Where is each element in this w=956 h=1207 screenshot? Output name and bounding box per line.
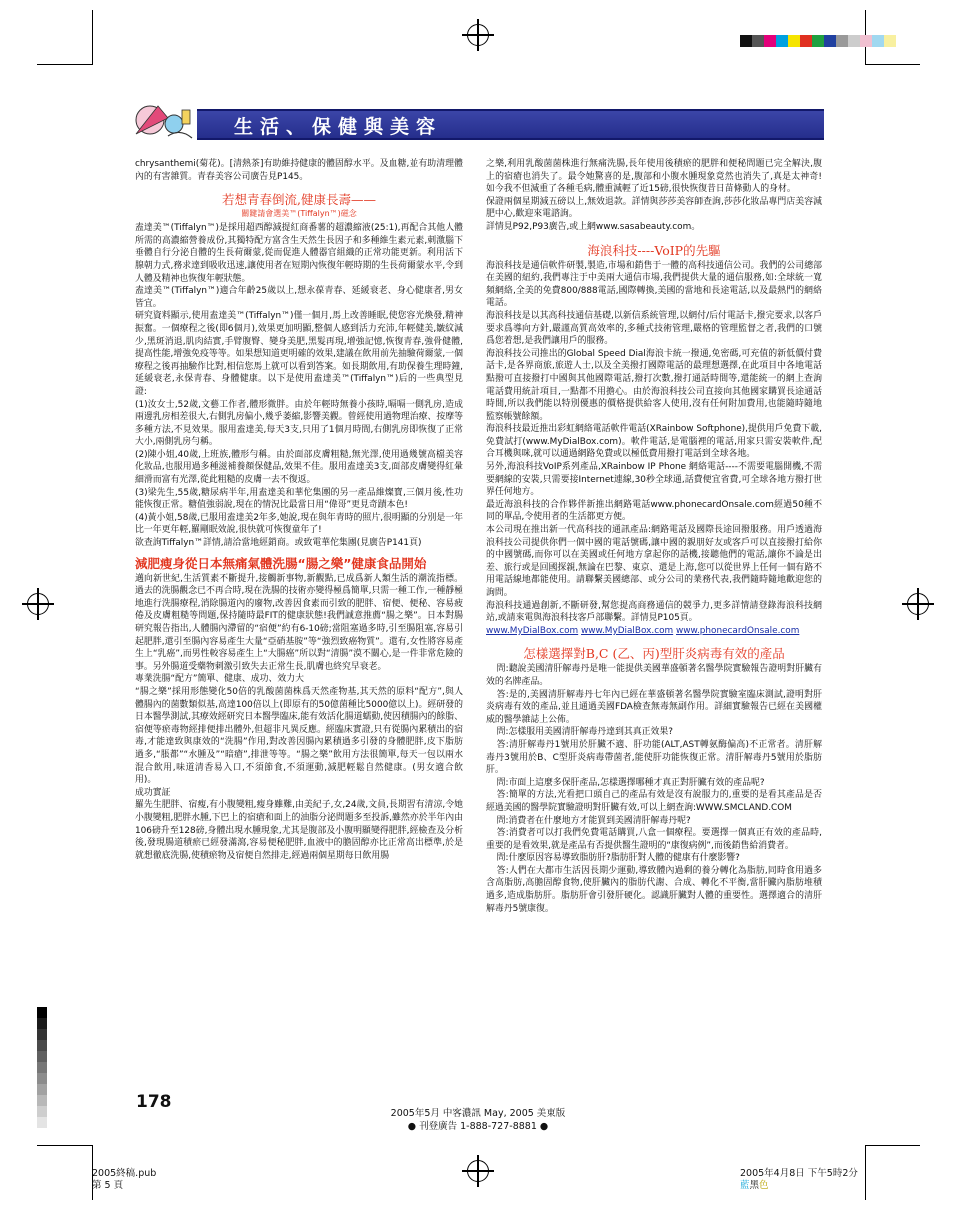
crop-mark-bl-h — [37, 1145, 92, 1146]
tiffalyn-paragraph: 欲查詢Tiffalyn™詳情,請洽當地經銷商。或致電華佗集團(見廣告P141頁) — [135, 538, 422, 549]
left-column — [135, 158, 463, 862]
crop-mark-tr-h — [865, 64, 920, 65]
intro-paragraph: 詳情見P92,P93廣告,或上網www.sasabeauty.com。 — [486, 221, 701, 232]
liver-paragraph: 問:市面上這麼多保肝產品,怎樣選擇哪種才真正對肝臟有效的產品呢? — [496, 777, 765, 788]
voip-paragraph: 海浪科技通過創新,不斷研發,幫您提高商務通信的競爭力,更多詳情請登錄海浪科技網站,或請來電與海浪科技客戶部聯繫。詳情見P105頁。 — [486, 600, 822, 624]
liver-paragraph: 問:怎樣服用美國清肝解毒丹達到其真正效果? — [496, 727, 673, 738]
voip-paragraph: 海浪科技公司推出的Global Speed Dial海浪卡統一撥通,免密碼,可充值的新低價付費話卡,是各界商旅,旅遊人士,以及全美撥打國際電話的最理想選擇,在此項目中各地電話點撥可直接撥打中國與其他國際電話,撥打次數,撥打通話時間等,還能統一的網上查詢電話費用統計項目,一點都不用擔心。由於海浪科技公司直接向其他國家購買長途通話時間,所以我們能以特別優惠的價格提供給客人使用,沒有任何附加費用,也能隨時隨地監察帳號餘額。 — [486, 348, 822, 422]
intro-paragraph: 之樂,利用乳酸菌菌株進行無痛洗腸,長年使用後積瘀的肥胖和便秘問題已完全解決,腹上的宿瘡也消失了。最令她驚喜的是,腹部和小腹水腫現象竟然也消失了,真是太神奇!如今我不但減重了各種毛病,體重減輕了近15磅,很快恢復昔日苗條動人的身材。 — [486, 159, 822, 195]
voip-headline: 海浪科技----VoIP的先驅 — [587, 242, 721, 258]
colon-cleanse-paragraph: “腸之樂”採用形態變化50倍的乳酸菌菌株爲天然產物基,其天然的原料“配方”,與人體腸內的菌數類似基,高達100倍以上(即原有的50億菌種比5000億以上)。經研發的日本醫學測試,其療效經研究日本醫學臨床,能有效活化腸道蠕動,使因積腸內的餘脂、宿便等瘀毒物經排便排出體外,但超非凡異反應。經臨床實證,只有從腸內累積出的宿毒,才能達致與康效的“洗腸”作用,對改善因腸內累積過多引發的身體肥胖,皮下脂肪過多,“脹都”“水腫及”“暗瘡”,排泄等等。“腸之樂”飲用方法很簡單,每天一包以兩水混合飲用,味道清香易入口,不須節食,不須運動,減肥輕鬆自然健康。(男女適合飲用)。 — [135, 686, 463, 786]
mydialbox-link[interactable]: www.MyDialBox.com — [581, 625, 674, 636]
liver-paragraph: 答:是的,美國清肝解毒丹七年內已經在華盛頓著名醫學院實驗室臨床測試,證明對肝炎病毒有效的產品,並且通過美國FDA檢查無毒無副作用。詳細實驗報告已經在美國權威的醫學雜誌上公佈。 — [486, 689, 822, 725]
voip-links — [486, 625, 822, 638]
crop-mark-br-v — [865, 1145, 866, 1200]
registration-mark-left — [27, 593, 49, 615]
liver-paragraph: 問:什麼原因容易導致脂肪肝?脂肪肝對人體的健康有什麼影響? — [496, 853, 740, 864]
liver-paragraph: 答:清肝解毒丹1號用於肝臟不適、肝功能(ALT,AST轉氨酶偏高)不正常者。清肝解毒丹3號用於B、C型肝炎病毒帶菌者,能使肝功能恢復正常。清肝解毒丹5號用於脂肪肝。 — [486, 739, 822, 776]
tiffalyn-subhead: 關鍵請會選美™(Tiffalyn™)磁念 — [241, 209, 357, 219]
tiffalyn-headline: 若想青春倒流,健康長壽—— — [222, 192, 376, 208]
crop-mark-tl-v — [92, 10, 93, 65]
file-name: 2005終稿.pub — [92, 1168, 157, 1179]
page-title: 生活、保健與美容 — [234, 116, 443, 138]
health-beauty-logo-icon — [128, 98, 200, 146]
tiffalyn-paragraph: (1)汝女士,52歲,文藝工作者,體形微胖。由於年輕時無養小孩時,嗝嗝一側乳房,造成兩邊乳房相差很大,右側乳房偏小,幾乎萎縮,影響美觀。曾經使用過物理治療、按摩等多種方法,不見效果。服用盍達美,每天3支,只用了1個月時間,右側乳房即恢復了正常大小,兩側乳房勻稱。 — [135, 399, 463, 448]
crop-mark-br-h — [865, 1145, 920, 1146]
page-number: 178 — [136, 1092, 172, 1112]
liver-paragraph: 答:消費者可以打我們免費電話購買,八盒一個療程。要選擇一個真正有效的產品時,重要的是看效果,就是產品有否提供醫生證明的“康復病例”,而後銷售給消費者。 — [486, 828, 822, 851]
colon-cleanse-headline: 減肥瘦身從日本無痛氣體洗腸“腸之樂”健康食品開始 — [135, 555, 427, 571]
voip-paragraph: 本公司現在推出新一代高科技的通訊產品:網路電話及國際長途回撥服務。用戶透過海浪科技公司提供你們一個中國的電話號碼,讓中國的親朋好友或客戶可以直接撥打給你的中國號碼,而你可以在美國或任何地方拿起你的話機,接聽他們的電話,讓你不論是出差、旅行或是回國探親,無論在巴黎、東京、還是上海,您可以從世界上任何一個有路不用電話線地都能使用。請聯繫美國總部、或分公司的業務代表,我們隨時隨地歡迎您的詢問。 — [486, 525, 822, 598]
colon-cleanse-paragraph: 專業洗腸“配方”簡單、健康、成功、效力大 — [135, 674, 304, 685]
voip-paragraph: 另外,海浪科技VoIP系列產品,XRainbow IP Phone 網絡電話----不需要電腦開機,不需要網線的安裝,只需要接Internet連線,30秒全球通,話費便宜省費,可全球各地方撥打世界任何地方。 — [486, 462, 822, 498]
registration-mark-top — [467, 24, 489, 46]
registration-mark-bottom — [467, 1160, 489, 1182]
liver-paragraph: 問:消費者在什麼地方才能買到美國清肝解毒丹呢? — [496, 815, 691, 826]
liver-paragraph: 答:簡單的方法,光看把口頭自己的產品有效是沒有說服力的,重要的是看其產品是否經過美國的醫學院實驗證明對肝臟有效,可以上網查詢:WWW.SMCLAND.COM — [486, 790, 822, 813]
file-slug — [92, 1168, 156, 1192]
voip-paragraph: 海浪科技是以其高科技通信基礎,以新信系統管理,以網付/后付電話卡,撥完要求,以客戶要求爲導向方針,嚴謹高質高效率的,多種式技術管理,嚴格的管理監督之者,我們的口號爲您着想,是我們讓用戶的服務。 — [486, 310, 822, 347]
plate-colors: 藍黑色 — [740, 1180, 769, 1191]
tiffalyn-paragraph: (2)陳小姐,40歲,上班族,體形勻稱。由於面部皮膚粗糙,無光澤,使用過幾號高檔美容化妝品,也服用過多種滋補養顏保健品,效果不佳。服用盍達美3支,面部皮膚變得紅暈細滑而富有光澤,從此粗糙的皮膚一去不復返。 — [135, 449, 463, 486]
right-column — [486, 158, 822, 915]
liver-headline: 怎樣選擇對B,C (乙、丙)型肝炎病毒有效的產品 — [523, 646, 785, 662]
crop-mark-tl-h — [37, 64, 92, 65]
page-label: 第 5 頁 — [92, 1180, 124, 1191]
color-control-bar — [740, 35, 896, 47]
liver-paragraph: 問:聽說美國清肝解毒丹是唯一能提供美國華盛頓著名醫學院實驗報告證明對肝臟有效的名牌產品。 — [486, 664, 822, 687]
tiffalyn-paragraph: (3)梁先生,55歲,糖尿病半年,用盍達美和華佗集團的另一產品維燦寶,三個月後,性功能恢復正常。糖值強弱說,現在的情況比最當日用“偉哥”更見奇蹟本色! — [135, 487, 463, 511]
intro-paragraph: 保證兩個星期減五磅以上,無效退款。詳情與莎莎美容師查詢,莎莎化妝品專門店美容減肥中心,歡迎來電諮詢。 — [486, 196, 822, 220]
timestamp: 2005年4月8日 下午5時2分 — [740, 1168, 858, 1179]
colon-cleanse-paragraph: 成功實証 — [135, 787, 171, 798]
phonecard-link[interactable]: www.phonecardOnsale.com — [676, 625, 800, 636]
voip-paragraph: 海浪科技是通信軟件研製,製造,市場和銷售于一體的高科技通信公司。我們的公司總部在美國的紐約,我們專注于中美兩大通信市場,我們提供大量的通信服務,如:全球統一寬頻網絡,全美的免費800/888電話,國際轉換,美國的當地和長途電話,以及最熱門的網絡電話。 — [486, 260, 822, 309]
colon-cleanse-paragraph: 羅先生肥胖、宿瘦,有小腹變粗,瘦身雖難,由美紀子,女,24歲,文員,長期習有清涼,令她小腹變粗,肥胖水腫,下巴上的宿瘡和面上的油脂分泌問題多至投訴,雖然亦於半年內由106磅升至128磅,身體出現水腫現象,尤其是腹部及小腹明顯變得肥胖,經檢查及分析後,發現腸道積瘀已經發滿瀉,容易便秘肥胖,血液中的膽固醇亦比正常高出標準,於是就想徹底洗腸,使積瘀物及宿便自然排走,經過兩個星期每日飲用腸 — [135, 800, 463, 861]
liver-paragraph: 答:人們在大都市生活因長期少運動,導致體內過剩的養分轉化為脂肪,同時食用過多含高脂肪,高膽固醇食物,使肝臟內的脂肪代謝、合成、轉化不平衡,當肝臟內脂肪堆積過多,造成脂肪肝。脂肪肝會引發肝硬化。認識肝臟對人體的重要性。選擇適合的清肝解毒丹5號康復。 — [486, 865, 822, 914]
time-slug — [740, 1168, 858, 1192]
tiffalyn-paragraph: 研究資料顯示,使用盍達美™(Tiffalyn™)僅一個月,馬上改善睡眠,使您容光煥發,精神振奮。一個療程之後(即6個月),效果更加明顯,整個人感到活力充沛,年輕健美,皺紋減少,黑斑消退,肌肉結實,手臂腹臀、變身美肥,黑髮再現,增強記憶,恢復青春,強骨健體,提高性能,增強免疫等等。如果想知道更明確的效果,建議在飲用前先抽驗荷爾蒙,一個療程之後再抽驗作比對,相信您馬上就可以看到答案。如長期飲用,有助保養生理時鐘,延緩衰老,永保青春、身體健康。以下是使用盍達美™(Tiffalyn™)后的一些典型見證: — [135, 311, 463, 397]
issue-line: 2005年5月 中客濃訊 May, 2005 美東版 — [390, 1108, 566, 1119]
ad-hotline: ● 刊登廣告 1-888-727-8881 ● — [407, 1121, 549, 1132]
voip-paragraph: 最近海浪科技的合作夥伴新推出網路電話www.phonecardOnsale.com經過50種不同的單品,令使用者的生活都更方便。 — [486, 499, 822, 523]
voip-paragraph: 海浪科技最近推出彩虹網絡電話軟件電話(XRainbow Softphone),提供用戶免費下載,免費試打(www.MyDialBox.com)。軟件電話,是電腦裡的電話,用家只需安裝軟件,配合耳機與咪,就可以通過網路免費或以極低費用撥打電話到全球各地。 — [486, 424, 822, 460]
colon-cleanse-paragraph: 邁向新世紀,生活質素不斷提升,接觸新事物,新觀點,已成爲新人類生活的潮流指標。過去的洗腸觀念已不再合時,現在洗腸的技術亦變得極爲簡單,只需一種工作,一種靜極地進行洗腸療程,消除腸道內的廢物,改善因食素而引致的肥胖、宿便、便秘、容易疲倦及皮膚粗糙等問題,保持隨時最FIT的健康狀態!我們誠意推薦“腸之樂”。日本對腸研究報告指出,人體腸內滯留的“宿便”約有6-10磅;當阻塞過多時,引至腸阻塞,容易引起肥胖,還引至腸內容易產生大量“亞硝基胺”等“強烈致癌物質”。還有,女性將容易產生上“乳癌”,而男性較容易產生上“大腸癌”所以對“清腸”漠不關心,是一件非常危險的事。另外腸道受藥物刺激引致失去正常生長,肌膚也終究早衰老。 — [135, 573, 463, 672]
mydialbox-link[interactable]: www.MyDialBox.com — [486, 625, 579, 636]
registration-mark-right — [907, 593, 929, 615]
tiffalyn-paragraph: (4)黃小姐,58歲,已服用盍達美2年多,她說,現在與年青時的照片,很明顯的分別是一年比一年更年輕,羅剛眠效說,很快就可恢復童年了! — [135, 512, 463, 536]
tiffalyn-paragraph: 盍達美™(Tiffalyn™)是採用超西醇減提紅商番薯的超濃縮液(25:1),再配合其他人體所需的高濃縮營養成份,其獨特配方富含生天然生長因子和多種維生素元素,刺激腦下垂體自行分泌自體的生長荷爾蒙,從而促進人體器官組織的正常功能更新。利用活下腺朝力式,務求達到吸收迅速,讓使用者在短期內恢復年輕時期的生長荷爾蒙水平,令到人體及精神也恢復年輕狀態。 — [135, 223, 463, 284]
tiffalyn-paragraph: 盍達美™(Tiffalyn™)適合年齡25歲以上,想永葆青春、延緩衰老、身心健康者,男女皆宜。 — [135, 286, 463, 309]
intro-paragraph: chrysanthemi(菊花)。[清熱茶]有助維持健康的體固醇水平。及血糖,並有助清理體內的有害雜質。青春美容公司廣告見P145。 — [135, 159, 463, 182]
